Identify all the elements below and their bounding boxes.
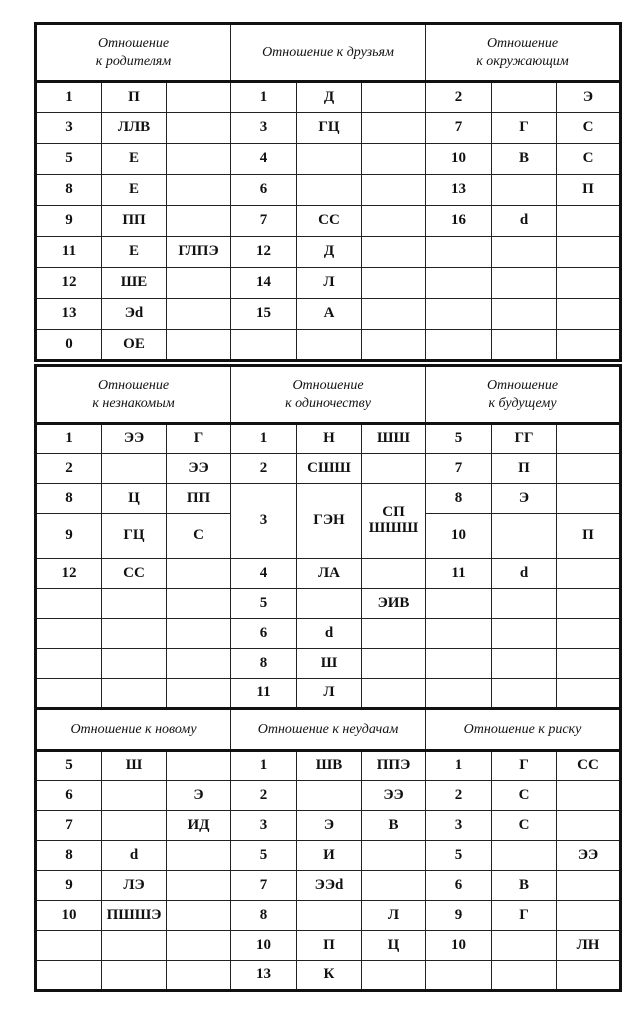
table-cell: 16 xyxy=(426,206,492,237)
table-cell: 13 xyxy=(231,961,297,991)
table-cell: 9 xyxy=(426,901,492,931)
table-cell xyxy=(557,484,621,514)
header-line: к одиночеству xyxy=(285,395,371,411)
table-cell: ЭЭ xyxy=(102,424,167,454)
table-cell: СШШ xyxy=(297,454,362,484)
table-cell xyxy=(557,424,621,454)
table-cell xyxy=(167,559,231,589)
table-cell: ЛЛВ xyxy=(102,113,167,144)
table-cell xyxy=(102,649,167,679)
table-cell xyxy=(36,619,102,649)
table-cell xyxy=(557,237,621,268)
table-cell xyxy=(557,811,621,841)
table-cell: 2 xyxy=(426,781,492,811)
header-line: Отношение xyxy=(486,36,559,51)
table-cell: 4 xyxy=(231,559,297,589)
table-cell xyxy=(426,268,492,299)
table-row xyxy=(36,901,621,931)
table-cell: 10 xyxy=(36,901,102,931)
table-cell: Ш xyxy=(102,751,167,781)
table-cell xyxy=(492,175,557,206)
table-cell xyxy=(167,268,231,299)
table-cell xyxy=(102,454,167,484)
header-row xyxy=(36,24,621,82)
table-cell xyxy=(492,679,557,709)
table-cell xyxy=(102,961,167,991)
table-cell xyxy=(557,268,621,299)
table-cell: 2 xyxy=(231,454,297,484)
table-cell: 6 xyxy=(36,781,102,811)
table-cell xyxy=(362,144,426,175)
table-row xyxy=(36,781,621,811)
table-cell: ГЭН xyxy=(297,484,362,559)
table-cell: Е xyxy=(102,175,167,206)
table-cell: СС xyxy=(102,559,167,589)
table-cell: 8 xyxy=(36,175,102,206)
table-cell: 8 xyxy=(231,901,297,931)
table-cell: Эd xyxy=(102,299,167,330)
table-cell: 5 xyxy=(426,841,492,871)
table-cell xyxy=(297,330,362,361)
section-header xyxy=(231,366,426,424)
table-cell: ГЦ xyxy=(102,514,167,559)
section-header xyxy=(426,709,621,751)
table-cell: ЛЭ xyxy=(102,871,167,901)
table-cell: 6 xyxy=(426,871,492,901)
table-cell xyxy=(426,961,492,991)
table-cell xyxy=(557,781,621,811)
table-cell: 8 xyxy=(231,649,297,679)
section-header xyxy=(231,24,426,82)
table-cell: 11 xyxy=(231,679,297,709)
table-cell: Л xyxy=(297,268,362,299)
table-cell: Д xyxy=(297,82,362,113)
table-cell: 5 xyxy=(231,589,297,619)
table-cell: Э xyxy=(492,484,557,514)
table-cell: 7 xyxy=(36,811,102,841)
table-cell xyxy=(297,144,362,175)
table-cell: 3 xyxy=(231,811,297,841)
table-cell xyxy=(492,841,557,871)
table-cell: 10 xyxy=(426,144,492,175)
table-cell xyxy=(492,514,557,559)
table-row xyxy=(36,206,621,237)
table-cell: ГЦ xyxy=(297,113,362,144)
header-line: Отношение к неудачам xyxy=(257,721,399,737)
table-cell: 10 xyxy=(426,931,492,961)
table-cell: К xyxy=(297,961,362,991)
table-row xyxy=(36,841,621,871)
table-cell xyxy=(167,901,231,931)
table-cell xyxy=(492,619,557,649)
table-cell xyxy=(426,649,492,679)
table-cell: 5 xyxy=(36,144,102,175)
table-cell xyxy=(362,871,426,901)
table-cell xyxy=(557,649,621,679)
table-row xyxy=(36,299,621,330)
table-cell xyxy=(167,619,231,649)
table-cell xyxy=(297,901,362,931)
table-cell xyxy=(167,871,231,901)
table-cell: 3 xyxy=(426,811,492,841)
table-cell: Л xyxy=(362,901,426,931)
table-row xyxy=(36,751,621,781)
table-cell xyxy=(102,619,167,649)
table-row xyxy=(36,679,621,709)
table-row xyxy=(36,424,621,454)
section-header xyxy=(36,24,231,82)
table-cell xyxy=(362,961,426,991)
table-cell: ЛА xyxy=(297,559,362,589)
table-cell xyxy=(102,781,167,811)
table-cell: С xyxy=(167,514,231,559)
table-cell: П xyxy=(492,454,557,484)
table-cell xyxy=(362,206,426,237)
table-block-1 xyxy=(34,22,622,362)
table-cell xyxy=(362,679,426,709)
table-cell: 1 xyxy=(36,82,102,113)
table-cell: Д xyxy=(297,237,362,268)
table-cell xyxy=(36,679,102,709)
table-cell xyxy=(426,299,492,330)
table-cell: 3 xyxy=(36,113,102,144)
table-row xyxy=(36,589,621,619)
table-cell xyxy=(362,649,426,679)
table-row xyxy=(36,82,621,113)
table-cell xyxy=(36,589,102,619)
table-cell xyxy=(362,841,426,871)
table-row xyxy=(36,113,621,144)
table-cell: ШВ xyxy=(297,751,362,781)
table-cell xyxy=(36,961,102,991)
table-cell: ППЭ xyxy=(362,751,426,781)
table-cell xyxy=(492,268,557,299)
table-cell: 1 xyxy=(231,82,297,113)
table-cell: Г xyxy=(492,901,557,931)
table-cell xyxy=(167,751,231,781)
table-cell: 15 xyxy=(231,299,297,330)
table-cell xyxy=(557,206,621,237)
header-line: к незнакомым xyxy=(92,395,175,411)
table-cell xyxy=(362,175,426,206)
section-header xyxy=(36,709,231,751)
table-cell: Г xyxy=(492,113,557,144)
table-row xyxy=(36,649,621,679)
table-cell: Л xyxy=(297,679,362,709)
table-cell xyxy=(362,268,426,299)
table-cell: Г xyxy=(492,751,557,781)
table-cell xyxy=(557,679,621,709)
header-line: Отношение к друзьям xyxy=(262,44,394,60)
table-cell: 5 xyxy=(36,751,102,781)
table-cell: С xyxy=(557,113,621,144)
table-cell: ПП xyxy=(102,206,167,237)
table-cell xyxy=(167,649,231,679)
table-cell: 6 xyxy=(231,175,297,206)
table-cell: ЭИВ xyxy=(362,589,426,619)
table-cell xyxy=(557,299,621,330)
table-row xyxy=(36,144,621,175)
table-cell xyxy=(426,330,492,361)
table-cell xyxy=(557,961,621,991)
table-cell: 1 xyxy=(231,424,297,454)
table-cell: ГГ xyxy=(492,424,557,454)
table-cell: 1 xyxy=(36,424,102,454)
table-row xyxy=(36,811,621,841)
table-cell: 9 xyxy=(36,514,102,559)
table-cell xyxy=(557,589,621,619)
table-cell xyxy=(102,811,167,841)
table-cell: 1 xyxy=(231,751,297,781)
section-header xyxy=(231,709,426,751)
table-cell: Е xyxy=(102,144,167,175)
table-cell: d xyxy=(297,619,362,649)
table-row xyxy=(36,871,621,901)
section-header xyxy=(426,366,621,424)
table-cell xyxy=(557,901,621,931)
table-cell xyxy=(167,144,231,175)
table-cell: 8 xyxy=(36,484,102,514)
table-row xyxy=(36,619,621,649)
table-cell xyxy=(36,931,102,961)
table-cell xyxy=(557,454,621,484)
table-cell xyxy=(362,237,426,268)
table-cell: А xyxy=(297,299,362,330)
table-cell xyxy=(102,589,167,619)
table-cell: d xyxy=(492,206,557,237)
table-cell xyxy=(426,679,492,709)
table-cell xyxy=(167,589,231,619)
table-cell: СС xyxy=(557,751,621,781)
section-header xyxy=(36,366,231,424)
table-cell xyxy=(426,619,492,649)
table-cell: СС xyxy=(297,206,362,237)
table-cell xyxy=(362,484,426,559)
table-cell: П xyxy=(297,931,362,961)
table-cell: Э xyxy=(167,781,231,811)
table-cell: 13 xyxy=(426,175,492,206)
table-cell: ЭЭ xyxy=(167,454,231,484)
table-cell xyxy=(362,454,426,484)
table-cell: ПШШЭ xyxy=(102,901,167,931)
table-cell xyxy=(167,330,231,361)
table-cell xyxy=(167,175,231,206)
table-cell: 8 xyxy=(36,841,102,871)
table-cell xyxy=(167,679,231,709)
table-cell: 6 xyxy=(231,619,297,649)
table-cell xyxy=(557,871,621,901)
cell-line: ШШШ xyxy=(368,520,419,536)
table-cell: В xyxy=(492,871,557,901)
table-cell: Э xyxy=(557,82,621,113)
table-cell: Ц xyxy=(362,931,426,961)
table-cell: П xyxy=(557,175,621,206)
table-cell xyxy=(362,299,426,330)
table-block-2 xyxy=(34,364,622,710)
table-row xyxy=(36,961,621,991)
table-cell: 4 xyxy=(231,144,297,175)
header-line: Отношение к новому xyxy=(70,721,197,737)
table-cell xyxy=(492,330,557,361)
table-cell: ЭЭd xyxy=(297,871,362,901)
table-cell: ГЛПЭ xyxy=(167,237,231,268)
table-cell xyxy=(362,559,426,589)
table-cell xyxy=(426,237,492,268)
table-cell xyxy=(231,330,297,361)
table-cell xyxy=(297,589,362,619)
table-cell: Е xyxy=(102,237,167,268)
table-cell: 12 xyxy=(36,268,102,299)
table-row xyxy=(36,484,621,514)
header-line: к родителям xyxy=(95,53,172,69)
table-cell: d xyxy=(492,559,557,589)
table-cell xyxy=(167,931,231,961)
table-row xyxy=(36,175,621,206)
table-cell: 12 xyxy=(231,237,297,268)
table-cell: В xyxy=(492,144,557,175)
table-cell: ОЕ xyxy=(102,330,167,361)
table-cell: 9 xyxy=(36,871,102,901)
table-cell: 7 xyxy=(231,871,297,901)
table-cell xyxy=(492,82,557,113)
table-cell xyxy=(167,299,231,330)
table-cell: Ш xyxy=(297,649,362,679)
table-cell: 1 xyxy=(426,751,492,781)
header-line: Отношение xyxy=(97,378,170,393)
table-cell: 8 xyxy=(426,484,492,514)
table-row xyxy=(36,237,621,268)
table-cell: 13 xyxy=(36,299,102,330)
table-cell: 5 xyxy=(426,424,492,454)
table-cell: 5 xyxy=(231,841,297,871)
table-cell: Г xyxy=(167,424,231,454)
table-block-3 xyxy=(34,707,622,992)
table-row xyxy=(36,454,621,484)
table-cell: 11 xyxy=(426,559,492,589)
table-cell xyxy=(557,559,621,589)
table-row xyxy=(36,268,621,299)
table-cell: 2 xyxy=(426,82,492,113)
table-cell xyxy=(362,82,426,113)
table-cell: Н xyxy=(297,424,362,454)
header-line: к окружающим xyxy=(476,53,569,69)
table-cell xyxy=(167,841,231,871)
table-cell xyxy=(426,589,492,619)
table-cell: 7 xyxy=(426,113,492,144)
table-cell: С xyxy=(492,811,557,841)
table-cell: Ц xyxy=(102,484,167,514)
table-cell: 3 xyxy=(231,113,297,144)
table-cell xyxy=(362,330,426,361)
header-line: Отношение к риску xyxy=(463,721,582,737)
table-cell: 3 xyxy=(231,484,297,559)
section-header xyxy=(426,24,621,82)
table-cell: 9 xyxy=(36,206,102,237)
header-row xyxy=(36,709,621,751)
table-cell xyxy=(362,113,426,144)
table-cell xyxy=(492,649,557,679)
table-cell xyxy=(167,206,231,237)
table-cell: ИД xyxy=(167,811,231,841)
table-cell: И xyxy=(297,841,362,871)
header-line: Отношение xyxy=(292,378,364,393)
table-cell xyxy=(297,175,362,206)
table-cell xyxy=(492,931,557,961)
table-cell xyxy=(167,82,231,113)
table-cell: Э xyxy=(297,811,362,841)
table-cell: 11 xyxy=(36,237,102,268)
table-cell: ЛН xyxy=(557,931,621,961)
table-cell: С xyxy=(557,144,621,175)
table-cell: 7 xyxy=(231,206,297,237)
table-row xyxy=(36,931,621,961)
table-cell xyxy=(557,330,621,361)
table-cell xyxy=(102,679,167,709)
table-cell: 14 xyxy=(231,268,297,299)
table-cell xyxy=(362,619,426,649)
table-cell: ЭЭ xyxy=(557,841,621,871)
table-row xyxy=(36,559,621,589)
table-cell xyxy=(492,237,557,268)
table-cell xyxy=(167,113,231,144)
table-cell: 0 xyxy=(36,330,102,361)
table-cell xyxy=(492,299,557,330)
header-row xyxy=(36,366,621,424)
table-cell: d xyxy=(102,841,167,871)
table-cell: 10 xyxy=(426,514,492,559)
table-cell: ЭЭ xyxy=(362,781,426,811)
table-cell: 12 xyxy=(36,559,102,589)
table-cell xyxy=(492,589,557,619)
table-cell xyxy=(167,961,231,991)
table-cell xyxy=(297,781,362,811)
table-cell: 2 xyxy=(231,781,297,811)
table-cell xyxy=(492,961,557,991)
table-cell xyxy=(102,931,167,961)
header-line: к будущему xyxy=(488,395,557,411)
table-cell: ШЕ xyxy=(102,268,167,299)
table-cell: С xyxy=(492,781,557,811)
table-cell: В xyxy=(362,811,426,841)
header-line: Отношение xyxy=(97,36,170,51)
table-cell: ПП xyxy=(167,484,231,514)
table-cell: П xyxy=(102,82,167,113)
table-row xyxy=(36,330,621,361)
table-cell: 10 xyxy=(231,931,297,961)
table-cell xyxy=(36,649,102,679)
table-cell: 2 xyxy=(36,454,102,484)
table-cell xyxy=(557,619,621,649)
table-cell: П xyxy=(557,514,621,559)
table-cell: ШШ xyxy=(362,424,426,454)
header-line: Отношение xyxy=(486,378,559,393)
table-cell: 7 xyxy=(426,454,492,484)
cell-line: СП xyxy=(382,504,405,521)
